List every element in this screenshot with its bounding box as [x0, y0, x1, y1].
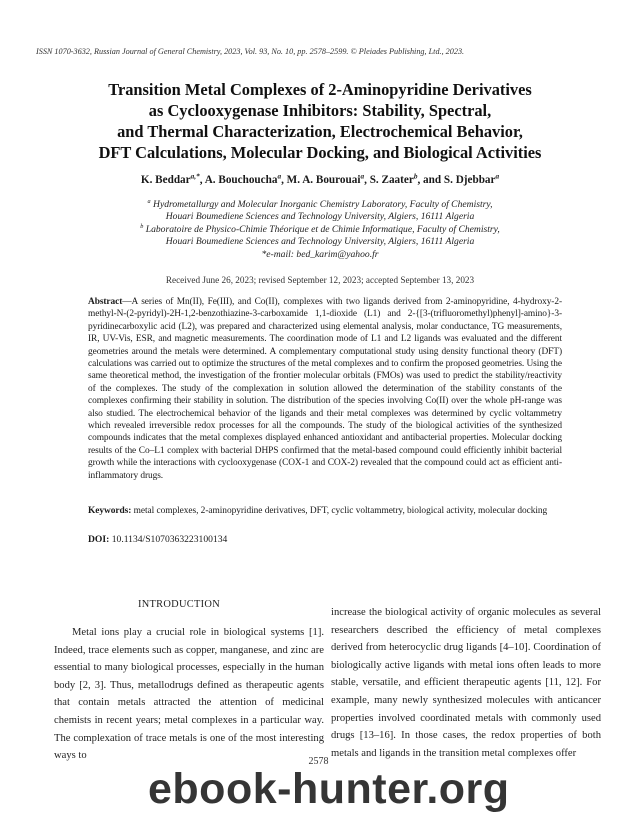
title-line: DFT Calculations, Molecular Docking, and Biological Activities — [98, 143, 542, 162]
affiliation-mark: b — [140, 222, 144, 230]
affiliation-line — [60, 236, 580, 248]
affiliation-mark: a — [147, 197, 151, 205]
doi-value[interactable]: 10.1134/S1070363223100134 — [109, 534, 228, 545]
affiliation-line — [60, 211, 580, 223]
affiliation-text: Hydrometallurgy and Molecular Inorganic Chemistry Laboratory, Faculty of Chemistry, — [153, 199, 493, 210]
watermark-logo: ebook-hunter.org — [148, 765, 510, 813]
journal-header: ISSN 1070-3632, Russian Journal of General Chemistry, 2023, Vol. 93, No. 10, pp. 2578–2599. © Pleiades Publishing, Ltd., 2023. — [36, 47, 465, 56]
author-affiliation-mark: a,* — [190, 172, 200, 181]
title-line: as Cyclooxygenase Inhibitors: Stability, Spectral, — [148, 101, 492, 120]
author-affiliation-mark: a — [360, 172, 365, 181]
author-list — [40, 174, 600, 186]
abstract-text: —A series of Mn(II), Fe(III), and Co(II), complexes with two ligands derived from 2-aminopyridine, 4-hydroxy-2-methyl-N-(2-pyridyl)-2H-1,2-benzothiazine-3-carboxamide 1,1-dioxide (L1) and 2-{[3-(trifluoromethyl)phenyl]-amino}-3-pyridinecarboxylic acid (L2), was prepared and characterized using elemental analysis, molar conductance, TG measurements, IR, UV-Vis, ESR, and magnetic measurements. The coordination mode of L1 and L2 ligands was evaluated and the different geometries around the metals were determined. A complementary computational study using density functional theory (DFT) calculations was carried out to optimize the structures of the metal complexes and to confirm the proposed geometries. Using the same theoretical method, the investigation of the frontier molecular orbitals (FMOs) was used to predict the stability/reactivity of the complexes. The study of the complexation in solution allowed the determination of the stability constants of the complexes confirming their stability in solution. The distribution of the species involving Co(II) over the whole pH-range was also studied. The electrochemical behavior of the ligands and their metal complexes was determined by cyclic voltammetry which revealed irreversible redox processes for all the compounds. The study of the biological activities of the synthesized compounds indicates that the metal complexes displayed enhanced antioxidant and antibacterial properties. Molecular docking results of the Co–L1 complex with bacterial DHPS confirmed that the metal-based compound could efficiently inhibit bacterial growth while the interactions with cyclooxygenase (COX-1 and COX-2) revealed that the compound could act as efficient anti-inflammatory drugs. — [88, 297, 562, 481]
author-affiliation-mark: a — [277, 172, 282, 181]
affiliation-text: Houari Boumediene Sciences and Technology University, Algiers, 16111 Algeria — [165, 236, 475, 248]
abstract — [88, 296, 562, 482]
author-affiliation-mark: a — [495, 172, 500, 181]
author-separator: , — [364, 174, 370, 186]
author-name: S. Djebbar — [443, 174, 496, 186]
author-affiliation-mark: b — [413, 172, 418, 181]
received-dates: Received June 26, 2023; revised September 12, 2023; accepted September 13, 2023 — [165, 275, 475, 285]
title-line: and Thermal Characterization, Electrochemical Behavior, — [117, 122, 523, 141]
article-title — [40, 79, 600, 163]
doi-label: DOI: — [88, 534, 110, 545]
doi[interactable] — [88, 534, 562, 545]
page-number: 2578 — [308, 756, 329, 767]
corresponding-email[interactable]: *e-mail: bed_karim@yahoo.fr — [261, 248, 379, 260]
author-name: S. Zaater — [369, 174, 414, 186]
author-separator: , and — [417, 174, 444, 186]
author-separator: , — [281, 174, 287, 186]
section-heading-introduction: INTRODUCTION — [137, 599, 221, 610]
body-column-right: increase the biological activity of organic molecules as several researchers described the efficiency of metal complexes derived from heterocyclic drug ligands [4–10]. Coordination of biologically active ligands with metal ions often leads to more stable, versatile, and efficient therapeutic agents [11, 12]. For example, many newly synthesized molecules with anticancer properties involved coordinated metals with commonly used drugs [13–16]. In those cases, the redox properties of both metals and ligands in the transition metal complexes offer — [331, 607, 601, 759]
keywords-text: metal complexes, 2-aminopyridine derivatives, DFT, cyclic voltammetry, biological activity, molecular docking — [131, 506, 548, 516]
affiliations — [60, 199, 580, 261]
affiliation-text: Houari Boumediene Sciences and Technology University, Algiers, 16111 Algeria — [165, 211, 475, 223]
affiliation-line — [60, 199, 580, 211]
abstract-label: Abstract — [88, 297, 123, 307]
affiliation-line — [60, 224, 580, 236]
body-column-left: Metal ions play a crucial role in biological systems [1]. Indeed, trace elements such as copper, manganese, and zinc are essential to many biological processes, especially in the human body [2, 3]. Thus, metallodrugs defined as therapeutic agents that contain metals attracted the attention of medicinal chemists in recent years; metal complexes in a particular way. The complexation of trace metals is one of the most interesting ways to — [54, 627, 324, 762]
keywords — [88, 505, 562, 517]
title-line: Transition Metal Complexes of 2-Aminopyridine Derivatives — [108, 80, 532, 99]
keywords-label: Keywords: — [88, 506, 132, 516]
author-name: A. Bouchoucha — [204, 174, 278, 186]
author-name: M. A. Bourouai — [286, 174, 361, 186]
affiliation-text: Laboratoire de Physico-Chimie Théorique et de Chimie Informatique, Faculty of Chemistry, — [145, 223, 500, 235]
author-name: K. Beddar — [140, 174, 191, 186]
author-separator: , — [199, 174, 205, 186]
